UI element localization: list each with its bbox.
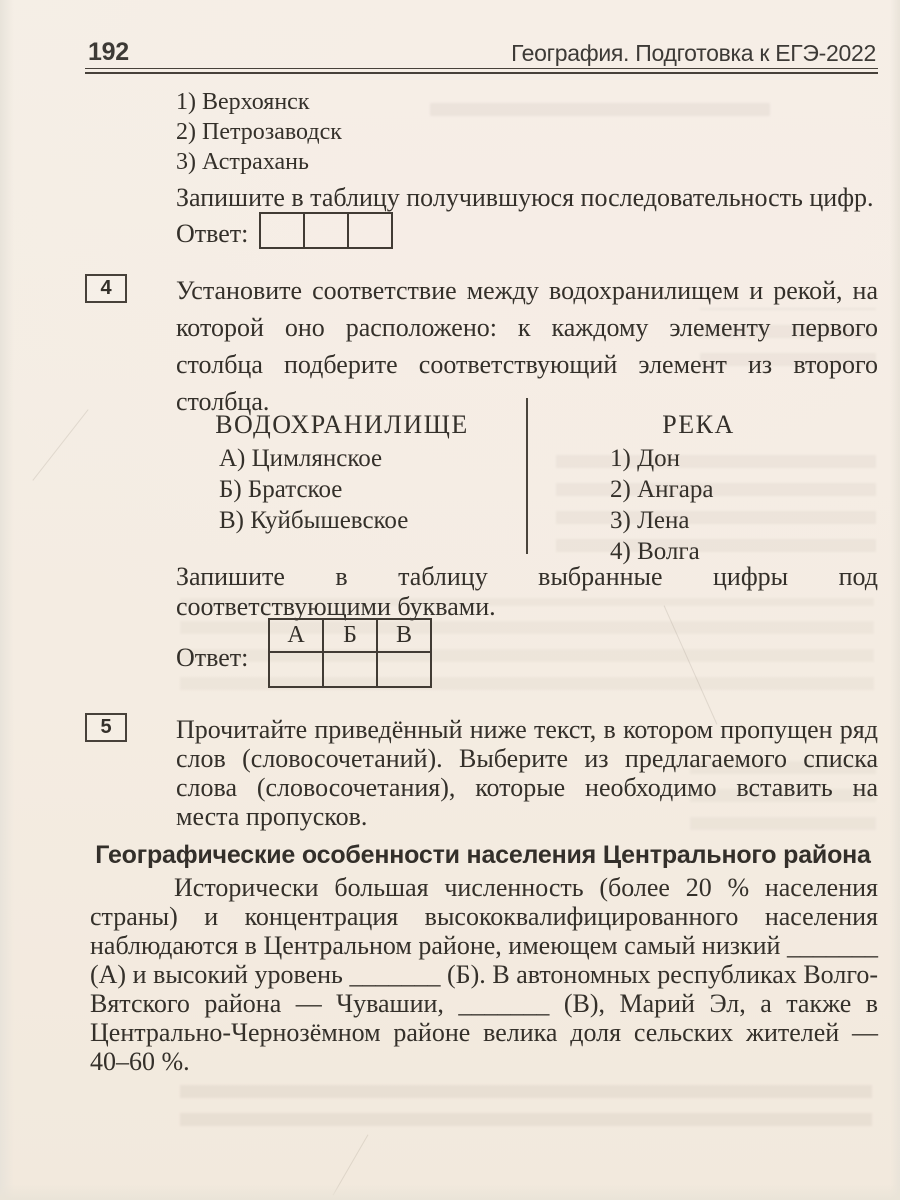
match-item: 2) Ангара <box>610 476 714 503</box>
passage-title: Географические особенности населения Центрального района <box>95 841 871 869</box>
page-header <box>88 38 876 67</box>
photo-edge <box>0 1184 900 1200</box>
photo-edge <box>890 0 900 1200</box>
page-number: 192 <box>88 38 129 66</box>
bleedthrough-artifact <box>180 1084 872 1126</box>
photo-edge <box>0 0 14 1200</box>
question4-instruction: Запишите в таблицу выбранные цифры под соответствующими буквами. <box>176 562 878 621</box>
answer-boxes-sequence <box>259 212 393 249</box>
option-item: 3) Астрахань <box>176 149 309 175</box>
match-column-divider <box>526 398 528 554</box>
question4-number: 4 <box>100 277 112 299</box>
match-left-items <box>219 443 408 536</box>
question4-number-box <box>85 274 127 303</box>
answer-cell <box>260 213 304 248</box>
book-title: География. Подготовка к ЕГЭ-2022 <box>511 40 876 66</box>
match-item: Б) Братское <box>219 476 343 503</box>
match-item: В) Куйбышевское <box>219 507 409 534</box>
scratch-artifact <box>664 605 718 724</box>
option-item: 2) Петрозаводск <box>176 119 342 145</box>
question3-options <box>176 87 342 177</box>
match-right-items <box>610 443 713 567</box>
match-item: 4) Волга <box>610 538 700 565</box>
answer-header-cell: В <box>377 619 431 652</box>
question4-prompt: Установите соответствие между водохранилищем и рекой, на которой оно расположено: к каждому элементу первого столбца подберите соответствующий элемент из второго столбца. <box>176 276 878 416</box>
passage-text: Исторически большая численность (более 20 % населения страны) и концентрация высококвалифицированного населения наблюдаются в Центральном районе, имеющем самый низкий _______ (А) и высокий уровень _______ (Б). В автономных республиках Волго-Вятского района — Чувашии, _______ (В), Марий Эл, а также в Центрально-Чернозёмном районе велика доля сельских жителей — 40–60 %. <box>90 873 878 1076</box>
bleedthrough-artifact <box>430 96 770 116</box>
option-item: 1) Верхоянск <box>176 89 310 115</box>
match-right-header: РЕКА <box>662 410 735 439</box>
question5-number: 5 <box>100 716 112 738</box>
scratch-artifact <box>333 1134 369 1195</box>
answer-header-cell: А <box>269 619 323 652</box>
answer-cell <box>377 652 431 687</box>
scratch-artifact <box>32 409 88 481</box>
answer-label: Ответ: <box>176 219 249 248</box>
answer-cell <box>269 652 323 687</box>
question5-number-box <box>85 713 127 742</box>
answer-cell <box>348 213 392 248</box>
match-item: 3) Лена <box>610 507 690 534</box>
answer-header-cell: Б <box>323 619 377 652</box>
answer-cell <box>304 213 348 248</box>
match-item: А) Цимлянское <box>219 445 383 472</box>
match-left-header: ВОДОХРАНИЛИЩЕ <box>215 410 469 439</box>
bleedthrough-artifact <box>556 440 876 552</box>
question3-instruction: Запишите в таблицу получившуюся последовательность цифр. <box>176 183 874 212</box>
question5-prompt: Прочитайте приведённый ниже текст, в котором пропущен ряд слов (словосочетаний). Выберите из предлагаемого списка слова (словосочетания), которые необходимо вставить на места пропусков. <box>176 715 878 831</box>
answer-cell <box>323 652 377 687</box>
answer-label: Ответ: <box>176 643 249 672</box>
header-rule <box>85 68 878 74</box>
match-item: 1) Дон <box>610 445 681 472</box>
answer-table-letters <box>268 618 432 688</box>
